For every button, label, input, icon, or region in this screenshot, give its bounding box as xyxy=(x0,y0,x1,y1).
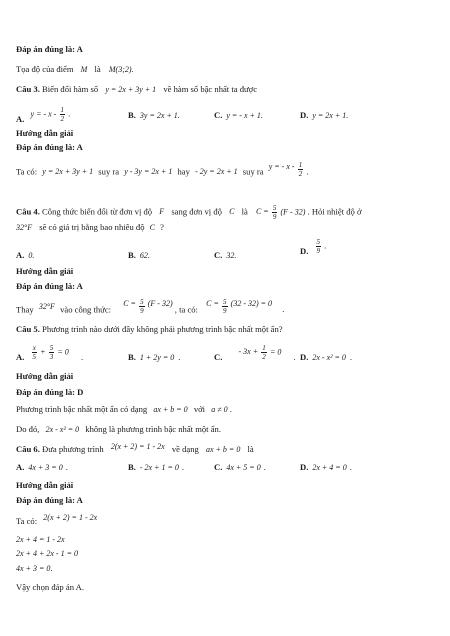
solution-line xyxy=(16,161,309,181)
text: . xyxy=(181,462,185,472)
math: 32. xyxy=(226,251,237,260)
question-label: Câu 3. xyxy=(16,84,40,94)
denominator: 2 xyxy=(298,170,303,178)
option-label: C. xyxy=(214,250,223,260)
math: M(3;2). xyxy=(108,65,134,74)
text: . xyxy=(324,240,327,251)
option-c xyxy=(214,462,266,473)
math: a ≠ 0 xyxy=(211,405,228,414)
fraction xyxy=(272,204,278,221)
text: . xyxy=(65,462,68,472)
solution-line xyxy=(16,404,232,415)
text-line xyxy=(16,64,134,75)
text: . xyxy=(293,352,296,363)
option-label: D. xyxy=(300,462,309,472)
text: . xyxy=(263,462,266,472)
math: (F - 32) xyxy=(147,299,173,309)
text: . xyxy=(80,352,84,363)
numerator: 1 xyxy=(60,106,64,114)
option-label: C. xyxy=(214,462,223,472)
numerator: 5 xyxy=(49,344,54,352)
text: là xyxy=(247,444,254,454)
numerator: 1 xyxy=(298,161,303,169)
text: suy ra xyxy=(98,166,120,177)
text: sẽ có giá trị bằng bao nhiêu độ xyxy=(39,222,145,232)
text: . Hỏi nhiệt độ ở xyxy=(307,206,362,217)
text: Do đó, xyxy=(16,424,40,434)
text: Ta có: xyxy=(16,166,38,177)
question-label: Câu 6. xyxy=(16,444,40,454)
math: 3y = 2x + 1. xyxy=(139,111,180,120)
math: 4x + 3 = 0 xyxy=(16,564,51,573)
text: . xyxy=(68,108,71,119)
text: . xyxy=(349,462,352,472)
math: 2x - x² = 0 xyxy=(45,425,80,434)
math: 4x + 5 = 0 xyxy=(226,463,261,472)
math: 32°F xyxy=(38,302,55,312)
math: 4x + 3 = 0 xyxy=(28,463,63,472)
text: . xyxy=(306,166,309,177)
math: 62. xyxy=(139,251,150,260)
math: ax + b = 0 xyxy=(153,405,188,414)
option-b xyxy=(128,250,150,261)
math: y = - x - xyxy=(268,162,295,172)
text: sang đơn vị độ xyxy=(171,206,222,217)
numerator: x xyxy=(32,344,36,352)
option-d xyxy=(300,352,352,363)
numerator: 5 xyxy=(316,238,321,246)
math: = 0 xyxy=(57,347,69,357)
solution-heading: Hướng dẫn giải xyxy=(16,128,74,138)
math: + xyxy=(40,347,46,357)
math: C = xyxy=(206,299,219,309)
solution-heading: Hướng dẫn giải xyxy=(16,480,74,490)
option-label: B. xyxy=(128,352,136,362)
text: Biến đổi hàm số xyxy=(42,84,99,94)
option-label: B. xyxy=(128,250,136,260)
math: F xyxy=(159,207,165,217)
option-label: C. xyxy=(214,352,223,363)
numerator: 1 xyxy=(262,344,266,352)
text: không là phương trình bậc nhất một ẩn. xyxy=(85,424,221,434)
solution-line xyxy=(16,424,221,435)
option-c xyxy=(214,344,296,361)
text: Tọa độ của điểm xyxy=(16,64,74,74)
option-d xyxy=(300,110,348,121)
option-a xyxy=(16,106,70,123)
math: 2(x + 2) = 1 - 2x xyxy=(43,513,98,522)
math: - 2x + 1 = 0 xyxy=(139,463,179,472)
text: ? xyxy=(160,222,164,232)
option-d xyxy=(300,238,326,255)
math: M xyxy=(80,65,88,74)
question-3 xyxy=(16,84,257,95)
option-a xyxy=(16,250,34,261)
math: - 2y = 2x + 1 xyxy=(195,167,238,177)
question-label: Câu 5. xyxy=(16,324,40,334)
math: 2(x + 2) = 1 - 2x xyxy=(110,442,165,451)
math: y = 2x + 3y + 1 xyxy=(105,85,157,94)
fraction xyxy=(139,298,145,315)
math: 2x + 4 = 0 xyxy=(312,463,347,472)
math: (F - 32) xyxy=(280,207,306,217)
question-4-cont xyxy=(16,222,164,233)
denominator: 9 xyxy=(223,307,227,315)
fraction xyxy=(316,238,322,255)
denominator: 2 xyxy=(262,353,266,361)
math: = 0 xyxy=(269,347,282,357)
text: với xyxy=(193,404,206,414)
math: - 3x + xyxy=(238,347,259,357)
math: y = - x + 1. xyxy=(226,111,263,120)
text: Công thức biến đổi từ đơn vị độ xyxy=(42,206,153,217)
answer-line: Đáp án đúng là: A xyxy=(16,44,83,54)
equation-line: 2x + 4 = 1 - 2x xyxy=(16,535,65,544)
equation-line xyxy=(16,563,53,574)
option-d xyxy=(300,462,352,473)
numerator: 5 xyxy=(140,298,144,306)
text: , ta có: xyxy=(174,304,198,315)
text: về hàm số bậc nhất ta được xyxy=(163,84,258,94)
option-b xyxy=(128,462,184,473)
solution-line xyxy=(16,513,98,527)
option-label: D. xyxy=(300,352,309,362)
question-5 xyxy=(16,324,283,335)
text: Đưa phương trình xyxy=(42,444,104,454)
option-label: D. xyxy=(300,246,309,257)
conclusion-line: Vậy chọn đáp án A. xyxy=(16,582,85,592)
question-6 xyxy=(16,444,254,455)
text: là xyxy=(94,64,101,74)
option-a xyxy=(16,462,68,473)
answer-line: Đáp án đúng là: A xyxy=(16,142,83,152)
solution-line xyxy=(16,298,285,319)
math: C = xyxy=(255,207,269,217)
answer-line: Đáp án đúng là: A xyxy=(16,495,83,505)
text: . xyxy=(178,352,181,362)
option-label: D. xyxy=(300,110,309,120)
math: 0. xyxy=(28,251,35,260)
fraction xyxy=(298,161,304,178)
math: y = 2x + 3y + 1 xyxy=(42,167,94,177)
text: vào công thức: xyxy=(60,304,112,315)
math: y = 2x + 1. xyxy=(312,111,349,120)
math: y = - x - xyxy=(30,109,57,119)
option-label: B. xyxy=(128,110,136,120)
text: . xyxy=(50,563,53,573)
equation-line: 2x + 4 + 2x - 1 = 0 xyxy=(16,549,78,558)
option-label: B. xyxy=(128,462,136,472)
option-label: A. xyxy=(16,352,25,363)
text: Phương trình nào dưới đây không phải phương trình bậc nhất một ẩn? xyxy=(42,324,283,334)
denominator: 9 xyxy=(272,213,277,221)
math: 32°F xyxy=(16,223,33,232)
denominator: 3 xyxy=(49,353,54,361)
text: về dạng xyxy=(171,444,199,454)
answer-line: Đáp án đúng là: D xyxy=(16,387,84,397)
option-label: A. xyxy=(16,114,25,125)
option-label: A. xyxy=(16,462,25,472)
option-c xyxy=(214,110,263,121)
denominator: 9 xyxy=(140,307,144,315)
math: y - 3y = 2x + 1 xyxy=(124,167,173,177)
numerator: 5 xyxy=(223,298,227,306)
denominator: 2 xyxy=(60,115,64,123)
answer-line: Đáp án đúng là: A xyxy=(16,281,83,291)
text: Thay xyxy=(16,304,34,315)
solution-heading: Hướng dẫn giải xyxy=(16,371,74,381)
fraction xyxy=(261,344,267,361)
solution-heading: Hướng dẫn giải xyxy=(16,266,74,276)
denominator: 9 xyxy=(316,247,321,255)
text: . xyxy=(229,404,232,414)
math: ax + b = 0 xyxy=(205,445,241,454)
question-4 xyxy=(16,204,362,221)
fraction xyxy=(49,344,55,361)
math: C xyxy=(229,207,235,217)
math: C xyxy=(149,223,155,232)
text: suy ra xyxy=(242,166,264,177)
fraction xyxy=(222,298,228,315)
math: (32 - 32) = 0 xyxy=(230,299,273,309)
option-label: A. xyxy=(16,250,25,260)
option-label: C. xyxy=(214,110,223,120)
numerator: 5 xyxy=(272,204,277,212)
text: hay xyxy=(177,166,190,177)
text: . xyxy=(349,352,353,362)
math: C = xyxy=(123,299,136,309)
math: 1 + 2y = 0 xyxy=(139,353,175,362)
option-a xyxy=(16,344,83,361)
option-c xyxy=(214,250,236,261)
option-b xyxy=(128,110,180,121)
question-label: Câu 4. xyxy=(16,206,40,217)
option-b xyxy=(128,352,180,363)
text: . xyxy=(282,304,285,315)
text: Phương trình bậc nhất một ẩn có dạng xyxy=(16,404,148,414)
fraction xyxy=(32,344,38,361)
denominator: 5 xyxy=(32,353,37,361)
fraction xyxy=(60,106,66,123)
math: 2x - x² = 0 xyxy=(312,353,346,362)
text: là xyxy=(241,206,248,217)
text: Ta có: xyxy=(16,516,38,526)
